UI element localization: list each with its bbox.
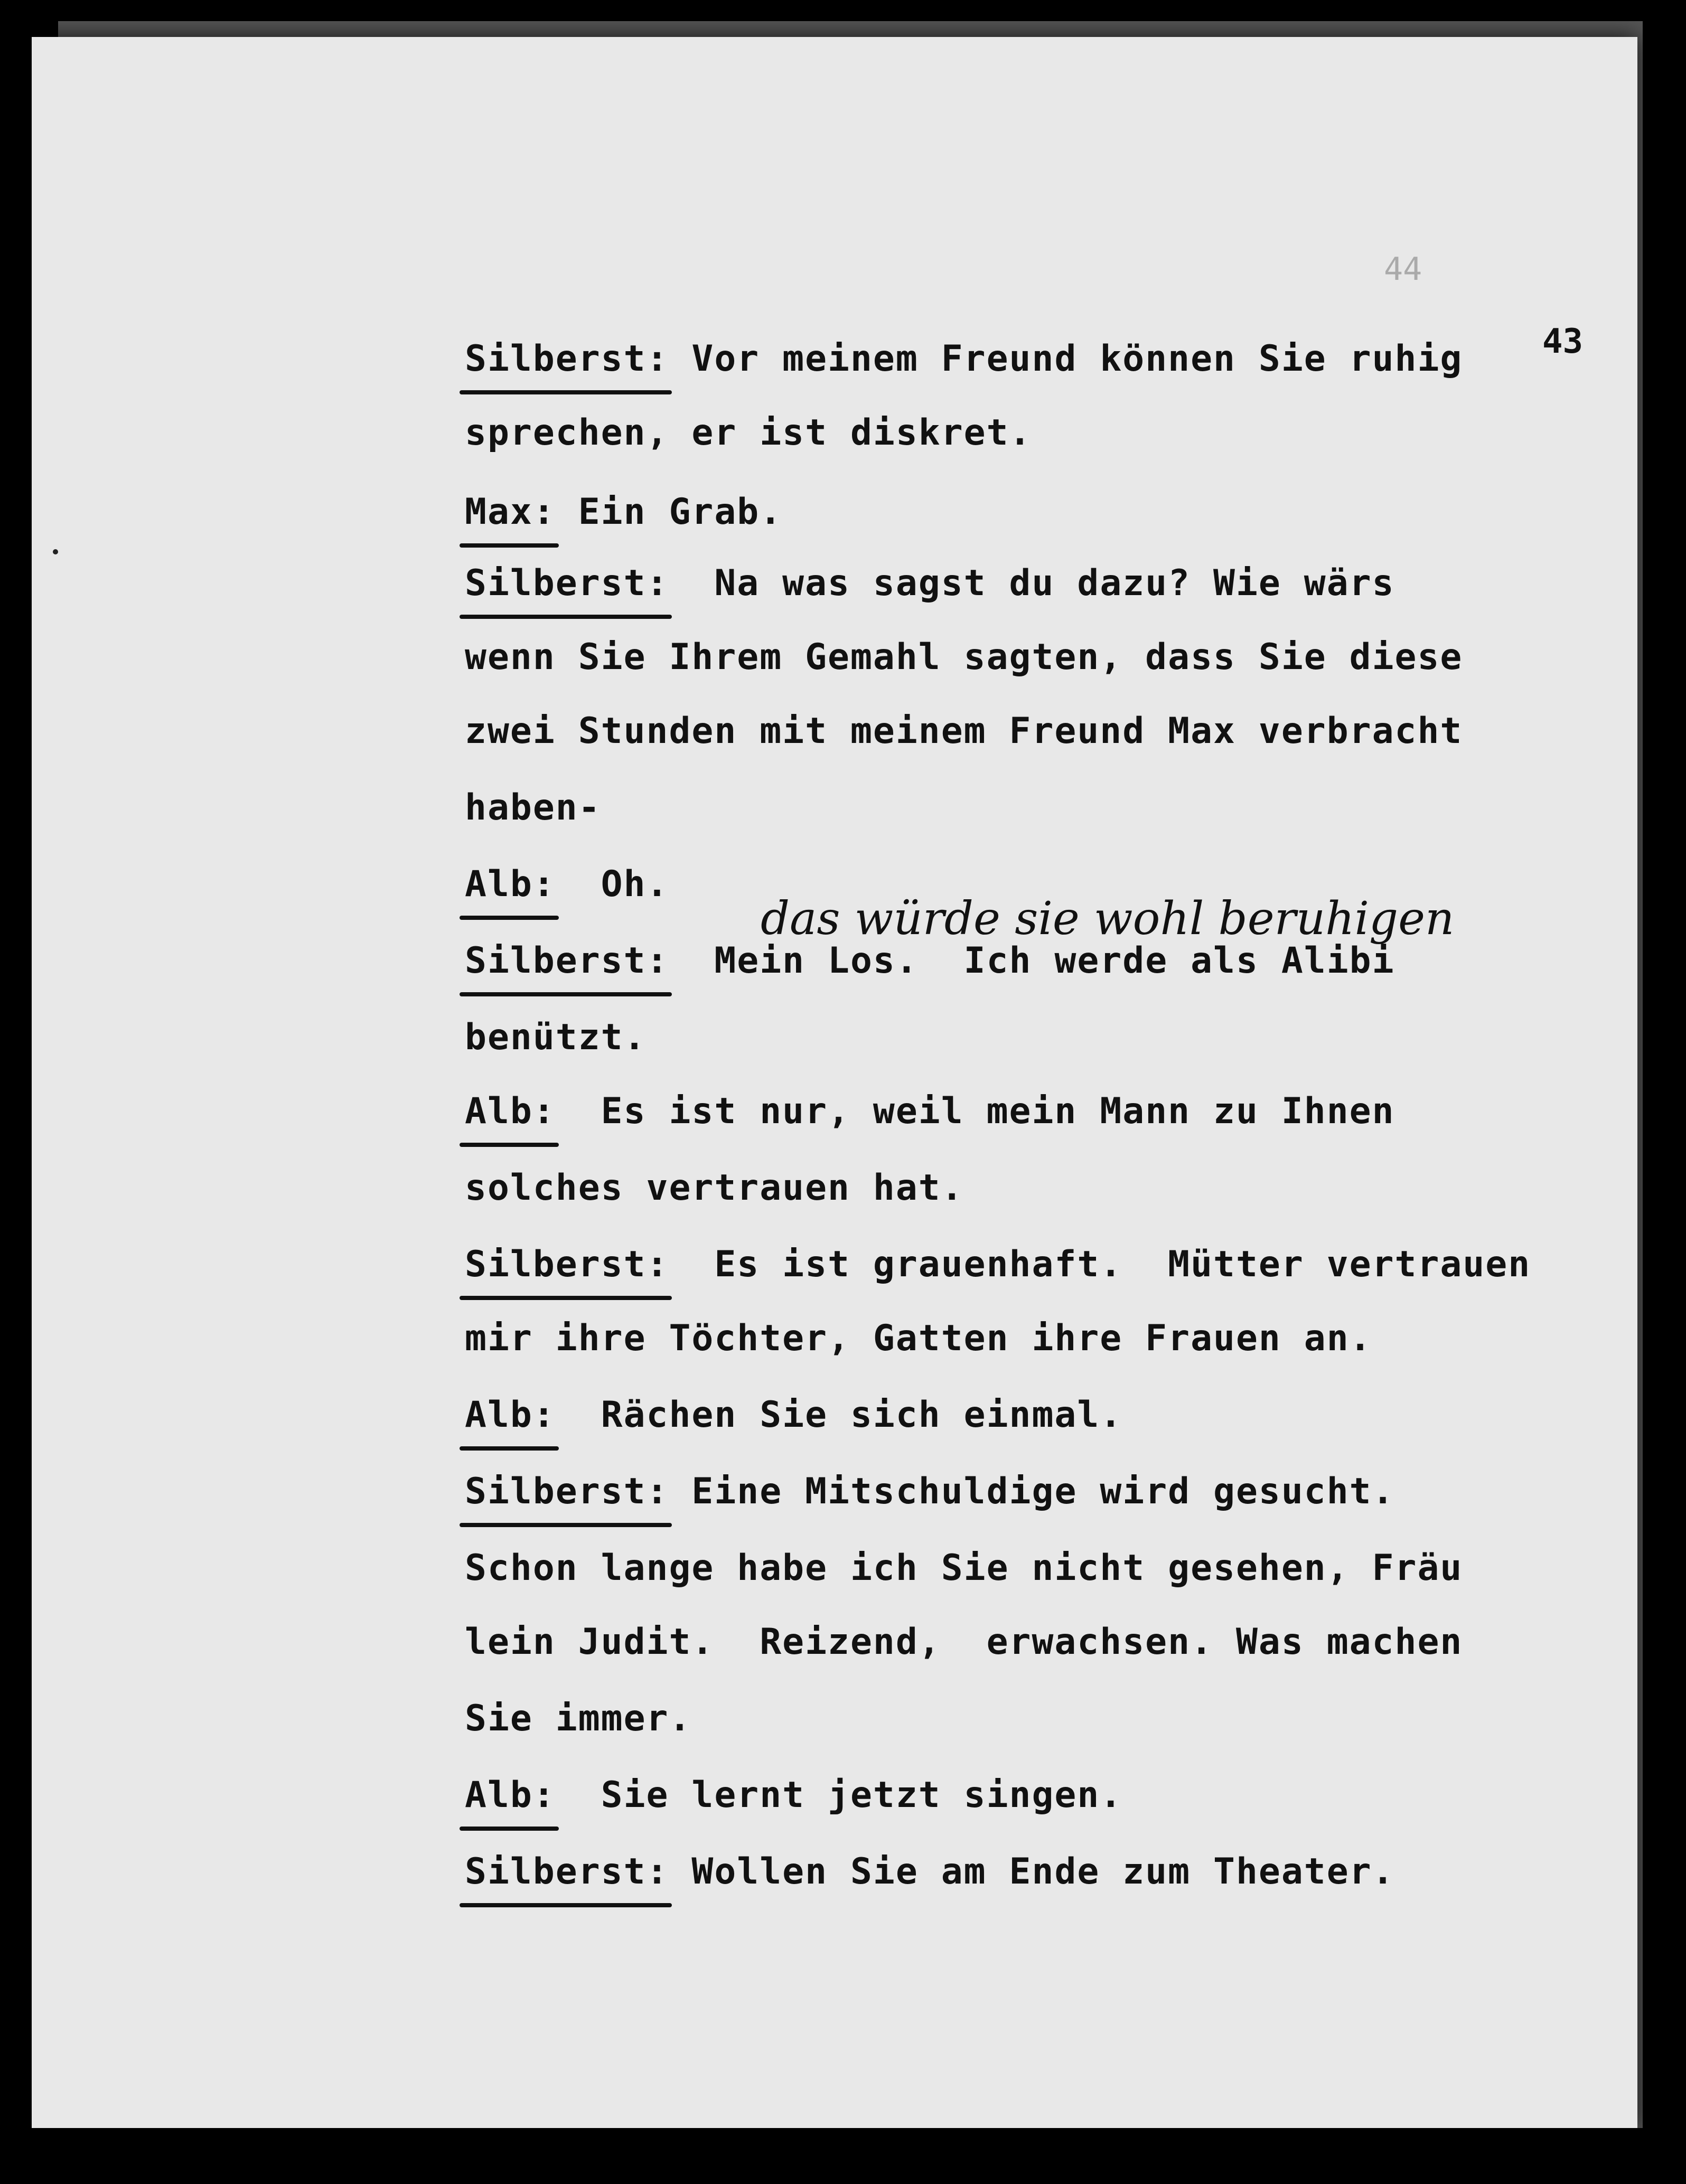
dialogue-text-span: Mein Los. Ich werde als Alibi — [669, 940, 1395, 982]
dialogue-line — [465, 1698, 691, 1739]
speaker-label: Alb: — [465, 863, 556, 905]
dialogue-text-span: haben- — [465, 787, 601, 829]
speaker-name — [465, 1774, 556, 1816]
dialogue-line — [465, 710, 1463, 752]
speaker-name — [465, 1394, 556, 1436]
speaker-label: Silberst: — [465, 940, 669, 982]
page-number: 43 — [1542, 322, 1584, 361]
dialogue-text-span: benützt. — [465, 1016, 647, 1058]
ghost-page-number: 44 — [1384, 251, 1422, 288]
dialogue-line — [465, 338, 1463, 380]
speaker-label: Silberst: — [465, 1851, 669, 1893]
speaker-underline — [460, 1523, 672, 1527]
stray-dot — [53, 549, 58, 554]
dialogue-text-span: Ein Grab. — [555, 491, 783, 533]
speaker-underline — [460, 390, 672, 394]
dialogue-text-span: Es ist grauenhaft. Mütter vertrauen — [669, 1244, 1531, 1285]
dialogue-text-span: Schon lange habe ich Sie nicht gesehen, Fräu — [465, 1547, 1463, 1589]
speaker-label: Silberst: — [465, 1471, 669, 1512]
dialogue-text-span: sprechen, er ist diskret. — [465, 412, 1032, 454]
speaker-name — [465, 338, 669, 380]
dialogue-text-span: solches vertrauen hat. — [465, 1167, 964, 1209]
speaker-name — [465, 940, 669, 982]
speaker-underline — [460, 543, 559, 548]
dialogue-line — [465, 1090, 1395, 1132]
dialogue-text-span: Na was sagst du dazu? Wie wärs — [669, 562, 1395, 604]
speaker-label: Silberst: — [465, 562, 669, 604]
speaker-name — [465, 562, 669, 604]
handwritten-note: das würde sie wohl beruhigen — [761, 892, 1455, 945]
speaker-name — [465, 1244, 669, 1285]
speaker-name — [465, 491, 556, 533]
dialogue-text-span: mir ihre Töchter, Gatten ihre Frauen an. — [465, 1317, 1372, 1359]
dialogue-line — [465, 491, 782, 533]
dialogue-line — [465, 940, 1395, 982]
speaker-label: Alb: — [465, 1090, 556, 1132]
dialogue-line — [465, 1244, 1531, 1285]
dialogue-text-span: lein Judit. Reizend, erwachsen. Was machen — [465, 1621, 1463, 1663]
dialogue-line — [465, 1851, 1395, 1893]
dialogue-line — [465, 787, 601, 829]
speaker-label: Silberst: — [465, 1244, 669, 1285]
dialogue-line — [465, 1774, 1122, 1816]
dialogue-text-span: zwei Stunden mit meinem Freund Max verbracht — [465, 710, 1463, 752]
dialogue-text-span: Sie immer. — [465, 1698, 692, 1739]
dialogue-line — [465, 1167, 964, 1209]
dialogue-text-span: Es ist nur, weil mein Mann zu Ihnen — [555, 1090, 1395, 1132]
dialogue-text-span: Sie lernt jetzt singen. — [555, 1774, 1123, 1816]
speaker-underline — [460, 1143, 559, 1147]
dialogue-line — [465, 1317, 1372, 1359]
speaker-underline — [460, 1903, 672, 1907]
dialogue-line — [465, 1471, 1395, 1512]
speaker-name — [465, 1471, 669, 1512]
dialogue-line — [465, 636, 1463, 678]
dialogue-line — [465, 863, 669, 905]
dialogue-line — [465, 1621, 1463, 1663]
dialogue-text-span: Vor meinem Freund können Sie ruhig — [669, 338, 1463, 380]
speaker-label: Alb: — [465, 1774, 556, 1816]
dialogue-text-span: wenn Sie Ihrem Gemahl sagten, dass Sie diese — [465, 636, 1463, 678]
dialogue-text-span: Oh. — [555, 863, 669, 905]
dialogue-line — [465, 1016, 647, 1058]
dialogue-line — [465, 412, 1032, 454]
speaker-underline — [460, 916, 559, 920]
speaker-underline — [460, 1827, 559, 1831]
speaker-name — [465, 1090, 556, 1132]
speaker-underline — [460, 1296, 672, 1300]
dialogue-text-span: Rächen Sie sich einmal. — [555, 1394, 1123, 1436]
dialogue-text-span: Eine Mitschuldige wird gesucht. — [669, 1471, 1395, 1512]
speaker-name — [465, 863, 556, 905]
speaker-underline — [460, 615, 672, 619]
speaker-name — [465, 1851, 669, 1893]
speaker-underline — [460, 1446, 559, 1451]
dialogue-text-span: Wollen Sie am Ende zum Theater. — [669, 1851, 1395, 1893]
speaker-label: Silberst: — [465, 338, 669, 380]
dialogue-line — [465, 1394, 1122, 1436]
speaker-label: Max: — [465, 491, 556, 533]
speaker-underline — [460, 992, 672, 996]
dialogue-line — [465, 562, 1395, 604]
dialogue-line — [465, 1547, 1463, 1589]
speaker-label: Alb: — [465, 1394, 556, 1436]
